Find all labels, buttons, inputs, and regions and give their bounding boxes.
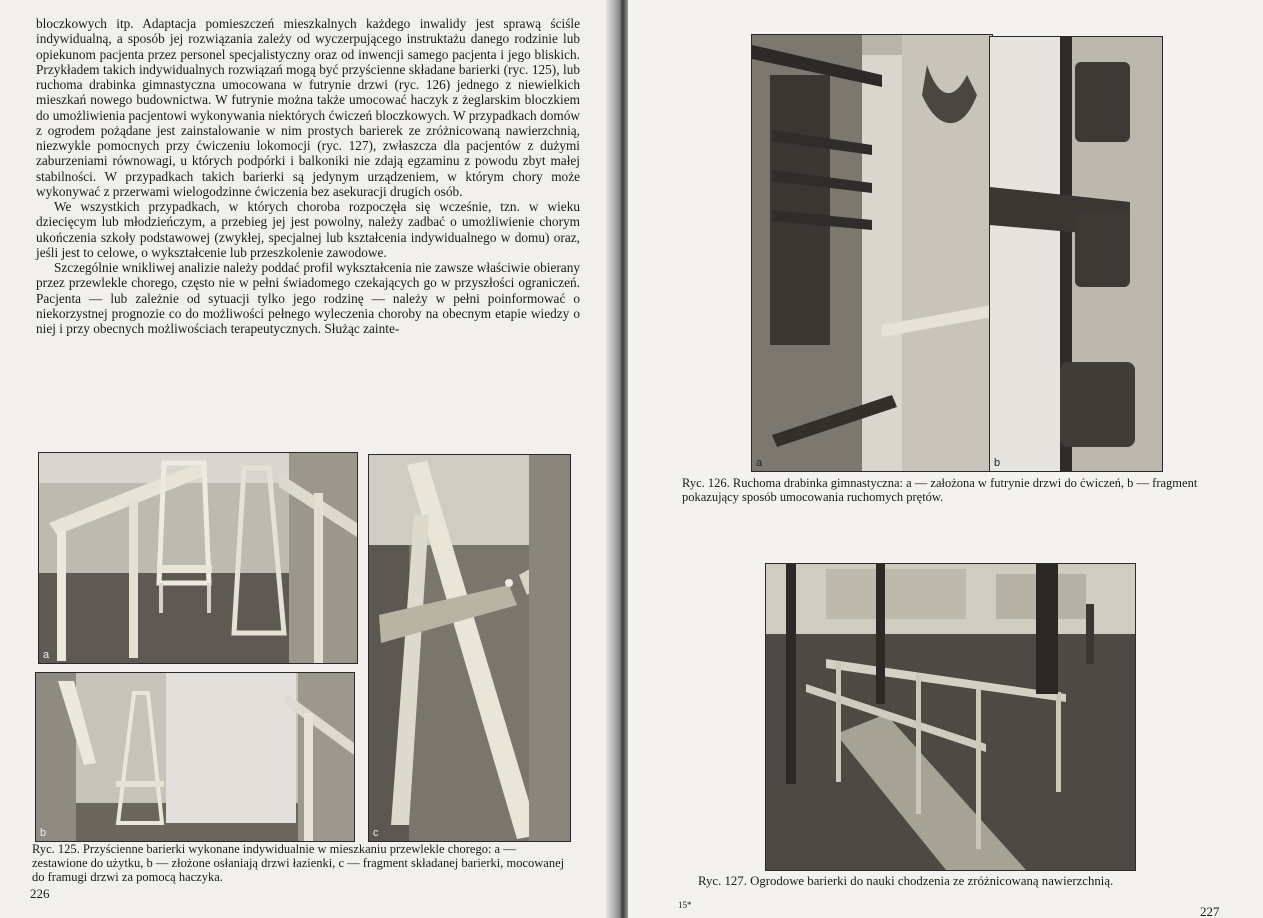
left-body-text [36,16,580,336]
barrier-fragment-illustration [369,455,570,841]
paragraph-1: bloczkowych itp. Adaptacja pomieszczeń mieszkalnych każdego inwalidy jest sprawą ściśle indywidualną, a sposób jej rozwiązania zależy od wyczerpującego instruktażu danego rodzinie lub opiekunom pacjenta przez personel specjalistyczny oraz od inwencji samego pacjenta i jego bliskich. Przykładem takich indywidualnych rozwiązań mogą być przyścienne składane barierki (ryc. 125), lub ruchoma drabinka gimnastyczna umocowana w futrynie drzwi (ryc. 126) jednego z niewielkich mieszkań nowego budownictwa. W futrynie można także umocować haczyk z żeglarskim bloczkiem do umożliwienia pacjentowi wykonywania niektórych ćwiczeń bloczkowych. W przypadkach domów z ogrodem pożądane jest zainstalowanie w nim prostych barierek ze zróżnicowaną nawierzchnią, niezwykle pomocnych przy ćwiczeniu lokomocji (ryc. 127), zwłaszcza dla pacjentów z dużymi zaburzeniami równowagi, u których podpórki i balkoniki nie zdają egzaminu z powodu zbyt małej stabilności. W przypadkach takich barierki są jedynym urządzeniem, w którym chory może wykonywać z przerwami wielogodzinne ćwiczenia bez asekuracji drugich osób. [36,16,580,199]
figure-127-photo [765,563,1136,871]
figure-125c-photo [368,454,571,842]
barriers-folded-illustration [36,673,354,841]
figure-125b-photo [35,672,355,842]
photo-label-a: a [43,649,50,661]
garden-barriers-illustration [766,564,1135,870]
paragraph-2: We wszystkich przypadkach, w których choroba rozpoczęła się wcześnie, tzn. w wieku dziecięcym lub młodzieńczym, a przebieg jej jest powolny, należy zadbać o umożliwienie chorym ukończenia szkoły podstawowej (zwykłej, specjalnej lub kształcenia indywidualnego w domu) oraz, jeśli jest to celowe, o wykształcenie lub przeszkolenie zawodowe. [36,199,580,260]
door-ladder-illustration [752,35,992,471]
ladder-rung-mount-illustration [990,37,1162,471]
photo-label-126b: b [994,457,1001,469]
figure-126a-photo [751,34,993,472]
figure-126b-photo [989,36,1163,472]
figure-125a-photo [38,452,358,664]
figure-125-caption: Ryc. 125. Przyścienne barierki wykonane indywidualnie w mieszkaniu przewlekle chorego: a — zestawione do użytku, b — złożone osłaniają drzwi łazienki, c — fragment składanej barierki, mocowanej do framugi drzwi za pomocą haczyka. [32,842,565,884]
page-number-left: 226 [30,886,50,901]
figure-126-caption: Ryc. 126. Ruchoma drabinka gimnastyczna: a — założona w futrynie drzwi do ćwiczeń, b — fragment pokazujący sposób umocowania ruchomych prętów. [682,476,1198,504]
paragraph-3: Szczególnie wnikliwej analizie należy poddać profil wykształcenia nie zawsze właściwie obierany przez przewlekle chorego, często nie w pełni świadomego czekających go w przyszłości ograniczeń. Pacjenta — lub zależnie od sytuacji tylko jego rodzinę — należy w pełni poinformować o niekorzystnej prognozie co do możliwości pełnego wyleczenia choroby na obecnym etapie wiedzy o niej i przy obecnych możliwościach terapeutycznych. Służąc zainte- [36,260,580,336]
figure-127-caption: Ryc. 127. Ogrodowe barierki do nauki chodzenia ze zróżnicowaną nawierzchnią. [698,874,1114,888]
left-page [0,0,618,918]
photo-label-c: c [373,827,379,839]
photo-label-b: b [40,827,47,839]
photo-label-126a: a [756,457,763,469]
right-page [628,0,1263,918]
barriers-assembled-illustration [39,453,357,663]
signature-mark: 15* [678,900,692,910]
page-number-right: 227 [1200,904,1220,918]
